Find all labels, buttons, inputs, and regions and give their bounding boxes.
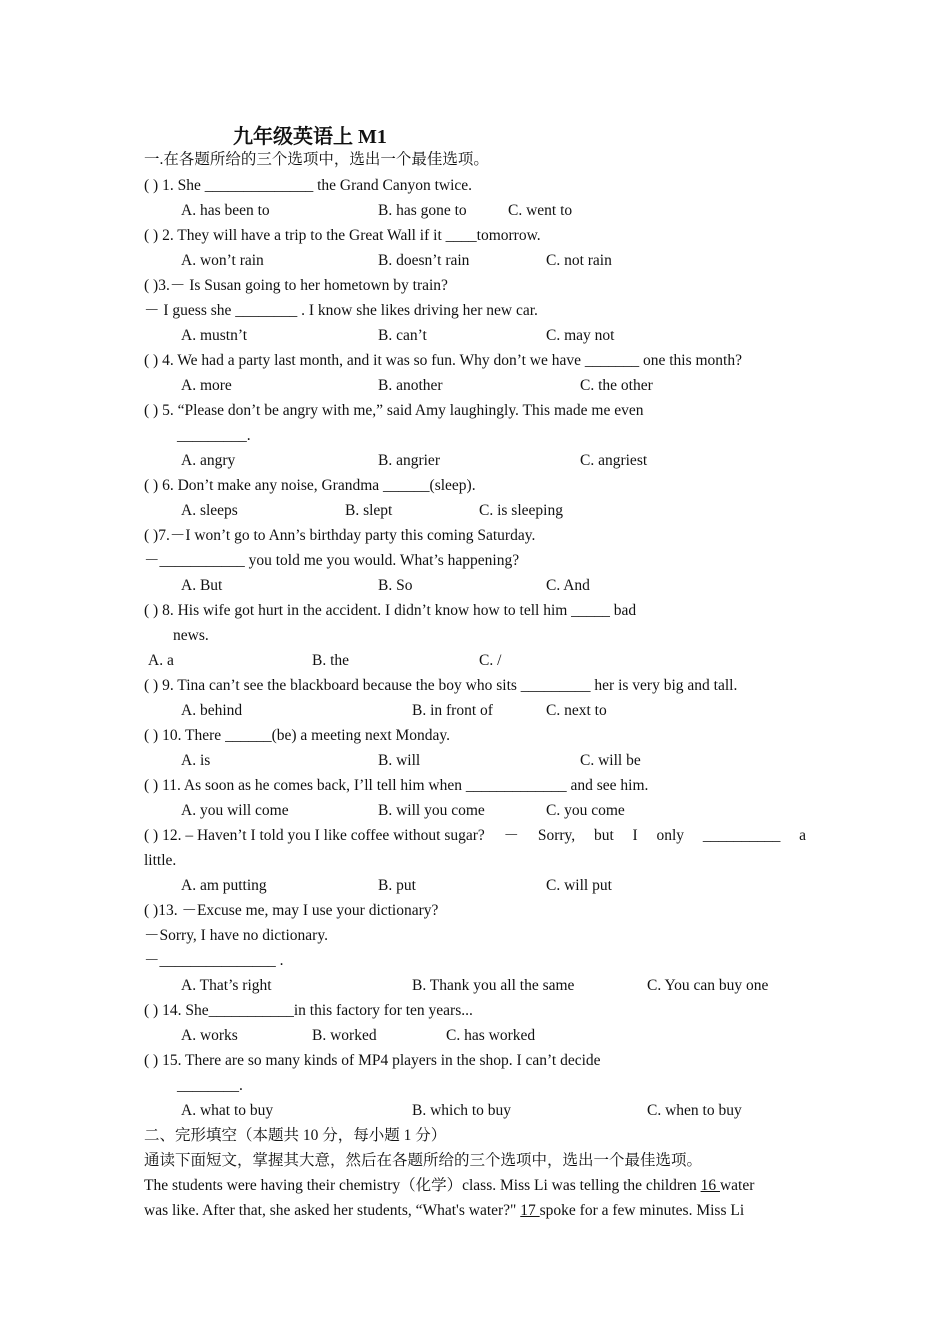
question-8-stem: ( ) 8. His wife got hurt in the accident. I didn’t know how to tell him _____ bad (144, 602, 637, 619)
question-14-stem (144, 1001, 473, 1021)
q7-option-c: C. And (546, 577, 590, 594)
question-13-stem-line3: －_______________ . (144, 952, 284, 969)
blank-17: 17 (520, 1202, 540, 1219)
q10-option-c: C. will be (580, 752, 641, 769)
q12-stem-part-8: a (799, 827, 806, 844)
passage-line-1 (144, 1176, 754, 1196)
q6-stem-part-a: ( ) 6. Don’t make any noise, Grandma (144, 477, 384, 494)
q10-stem-part-a: ( ) 10. There (144, 727, 226, 744)
question-11-stem: ( ) 11. As soon as he comes back, I’ll tell him when _____________ and see him. (144, 777, 649, 794)
q4-option-a: A. more (181, 377, 232, 394)
q6-option-c: C. is sleeping (479, 502, 563, 519)
q1-option-b: B. has gone to (378, 202, 467, 219)
q8-option-b: B. the (312, 652, 350, 669)
q3-option-a: A. mustn’t (181, 327, 248, 344)
q7-option-b: B. So (378, 577, 413, 594)
q14-option-c: C. has worked (446, 1027, 536, 1044)
q11-option-b: B. will you come (378, 802, 485, 819)
question-6-stem (144, 476, 476, 496)
q15-option-c: C. when to buy (647, 1102, 742, 1119)
q5-option-b: B. angrier (378, 452, 440, 469)
q12-stem-part-3: Sorry, (537, 827, 576, 844)
q9-option-a: A. behind (181, 702, 243, 719)
q12-stem-part-2: － (503, 827, 520, 844)
q14-option-b: B. worked (312, 1027, 377, 1044)
q1-option-c: C. went to (508, 202, 573, 219)
q14-option-a: A. works (181, 1027, 238, 1044)
q2-option-a: A. won’t rain (181, 252, 264, 269)
question-13-stem-line2: －Sorry, I have no dictionary. (144, 927, 328, 944)
q3-option-c: C. may not (546, 327, 615, 344)
page-title: 九年级英语上 M1 (233, 126, 387, 148)
question-5-stem: ( ) 5. “Please don’t be angry with me,” said Amy laughingly. This made me even (144, 402, 644, 419)
q15-option-b: B. which to buy (412, 1102, 512, 1119)
question-7-stem: ( )7.－I won’t go to Ann’s birthday party this coming Saturday. (144, 527, 536, 544)
question-13-stem: ( )13. －Excuse me, may I use your dictionary? (144, 902, 439, 919)
q9-option-c: C. next to (546, 702, 607, 719)
q8-option-a: A. a (148, 652, 174, 669)
q2-stem-part-b: tomorrow. (476, 227, 541, 244)
q10-option-a: A. is (181, 752, 211, 769)
q12-stem-part-7: __________ (702, 827, 781, 844)
q4-option-b: B. another (378, 377, 443, 394)
question-15-stem: ( ) 15. There are so many kinds of MP4 players in the shop. I can’t decide (144, 1052, 601, 1069)
q13-option-c: C. You can buy one (647, 977, 769, 994)
q7-option-a: A. But (181, 577, 223, 594)
q6-stem-part-b: (sleep). (429, 477, 476, 494)
q14-stem-part-b: in this factory for ten years... (293, 1002, 473, 1019)
question-12-stem (144, 826, 806, 846)
passage-line-2-end: spoke for a few minutes. Miss Li (539, 1202, 745, 1219)
q4-option-c: C. the other (580, 377, 653, 394)
q6-option-a: A. sleeps (181, 502, 238, 519)
passage-line-2-text: was like. After that, she asked her students, “What's water?" (144, 1202, 521, 1219)
q10-option-b: B. will (378, 752, 421, 769)
q3-option-b: B. can’t (378, 327, 427, 344)
q11-option-a: A. you will come (181, 802, 289, 819)
question-3-stem: ( )3.－ Is Susan going to her hometown by train? (144, 277, 448, 294)
q8-option-c: C. / (479, 652, 502, 669)
question-1-stem: ( ) 1. She ______________ the Grand Canyon twice. (144, 177, 473, 194)
passage-line-1-text: The students were having their chemistry（化学）class. Miss Li was telling the children (144, 1177, 701, 1194)
question-12-stem-line2: little. (144, 852, 177, 869)
q9-option-b: B. in front of (412, 702, 493, 719)
q12-stem-part-4: but (593, 827, 614, 844)
q15-option-a: A. what to buy (181, 1102, 274, 1119)
q12-stem-part-5: I (632, 827, 638, 844)
q2-stem-part-a: ( ) 2. They will have a trip to the Great Wall if it (144, 227, 446, 244)
q5-option-c: C. angriest (580, 452, 648, 469)
q10-blank: ______ (225, 727, 272, 744)
q14-blank: ___________ (208, 1002, 294, 1019)
passage-line-1-end: water (719, 1177, 755, 1194)
blank-16: 16 (700, 1177, 720, 1194)
question-9-stem: ( ) 9. Tina can’t see the blackboard because the boy who sits _________ her is very big and tall. (144, 677, 738, 694)
q12-stem-part-6: only (656, 827, 685, 844)
question-7-stem-line2: －___________ you told me you would. What’s happening? (144, 552, 520, 569)
q2-option-b: B. doesn’t rain (378, 252, 470, 269)
q12-option-a: A. am putting (181, 877, 267, 894)
q13-option-a: A. That’s right (181, 977, 272, 994)
q6-blank: ______ (383, 477, 430, 494)
question-15-stem-line2: ________. (177, 1077, 243, 1094)
q10-stem-part-b: (be) a meeting next Monday. (271, 727, 451, 744)
question-4-stem: ( ) 4. We had a party last month, and it was so fun. Why don’t we have _______ one this month? (144, 352, 742, 369)
question-2-stem (144, 226, 541, 246)
q2-option-c: C. not rain (546, 252, 612, 269)
section1-heading: 一.在各题所给的三个选项中，选出一个最佳选项。 (144, 151, 489, 168)
question-10-stem (144, 726, 450, 746)
q12-option-b: B. put (378, 877, 416, 894)
q6-option-b: B. slept (345, 502, 393, 519)
q14-stem-part-a: ( ) 14. She (144, 1002, 209, 1019)
q12-stem-part-1: ( ) 12. – Haven’t I told you I like coffee without sugar? (144, 827, 485, 844)
q13-option-b: B. Thank you all the same (412, 977, 575, 994)
section2-heading: 二、完形填空（本题共 10 分，每小题 1 分） (144, 1127, 447, 1144)
q11-option-c: C. you come (546, 802, 625, 819)
q5-option-a: A. angry (181, 452, 236, 469)
q12-option-c: C. will put (546, 877, 612, 894)
question-5-stem-line2: _________. (177, 427, 251, 444)
passage-line-2 (144, 1201, 744, 1221)
q2-blank: ____ (445, 227, 477, 244)
section2-instruction: 通读下面短文，掌握其大意，然后在各题所给的三个选项中，选出一个最佳选项。 (144, 1152, 703, 1169)
question-3-stem-line2: － I guess she ________ . I know she likes driving her new car. (144, 302, 538, 319)
question-8-stem-line2: news. (173, 627, 209, 644)
q1-option-a: A. has been to (181, 202, 270, 219)
